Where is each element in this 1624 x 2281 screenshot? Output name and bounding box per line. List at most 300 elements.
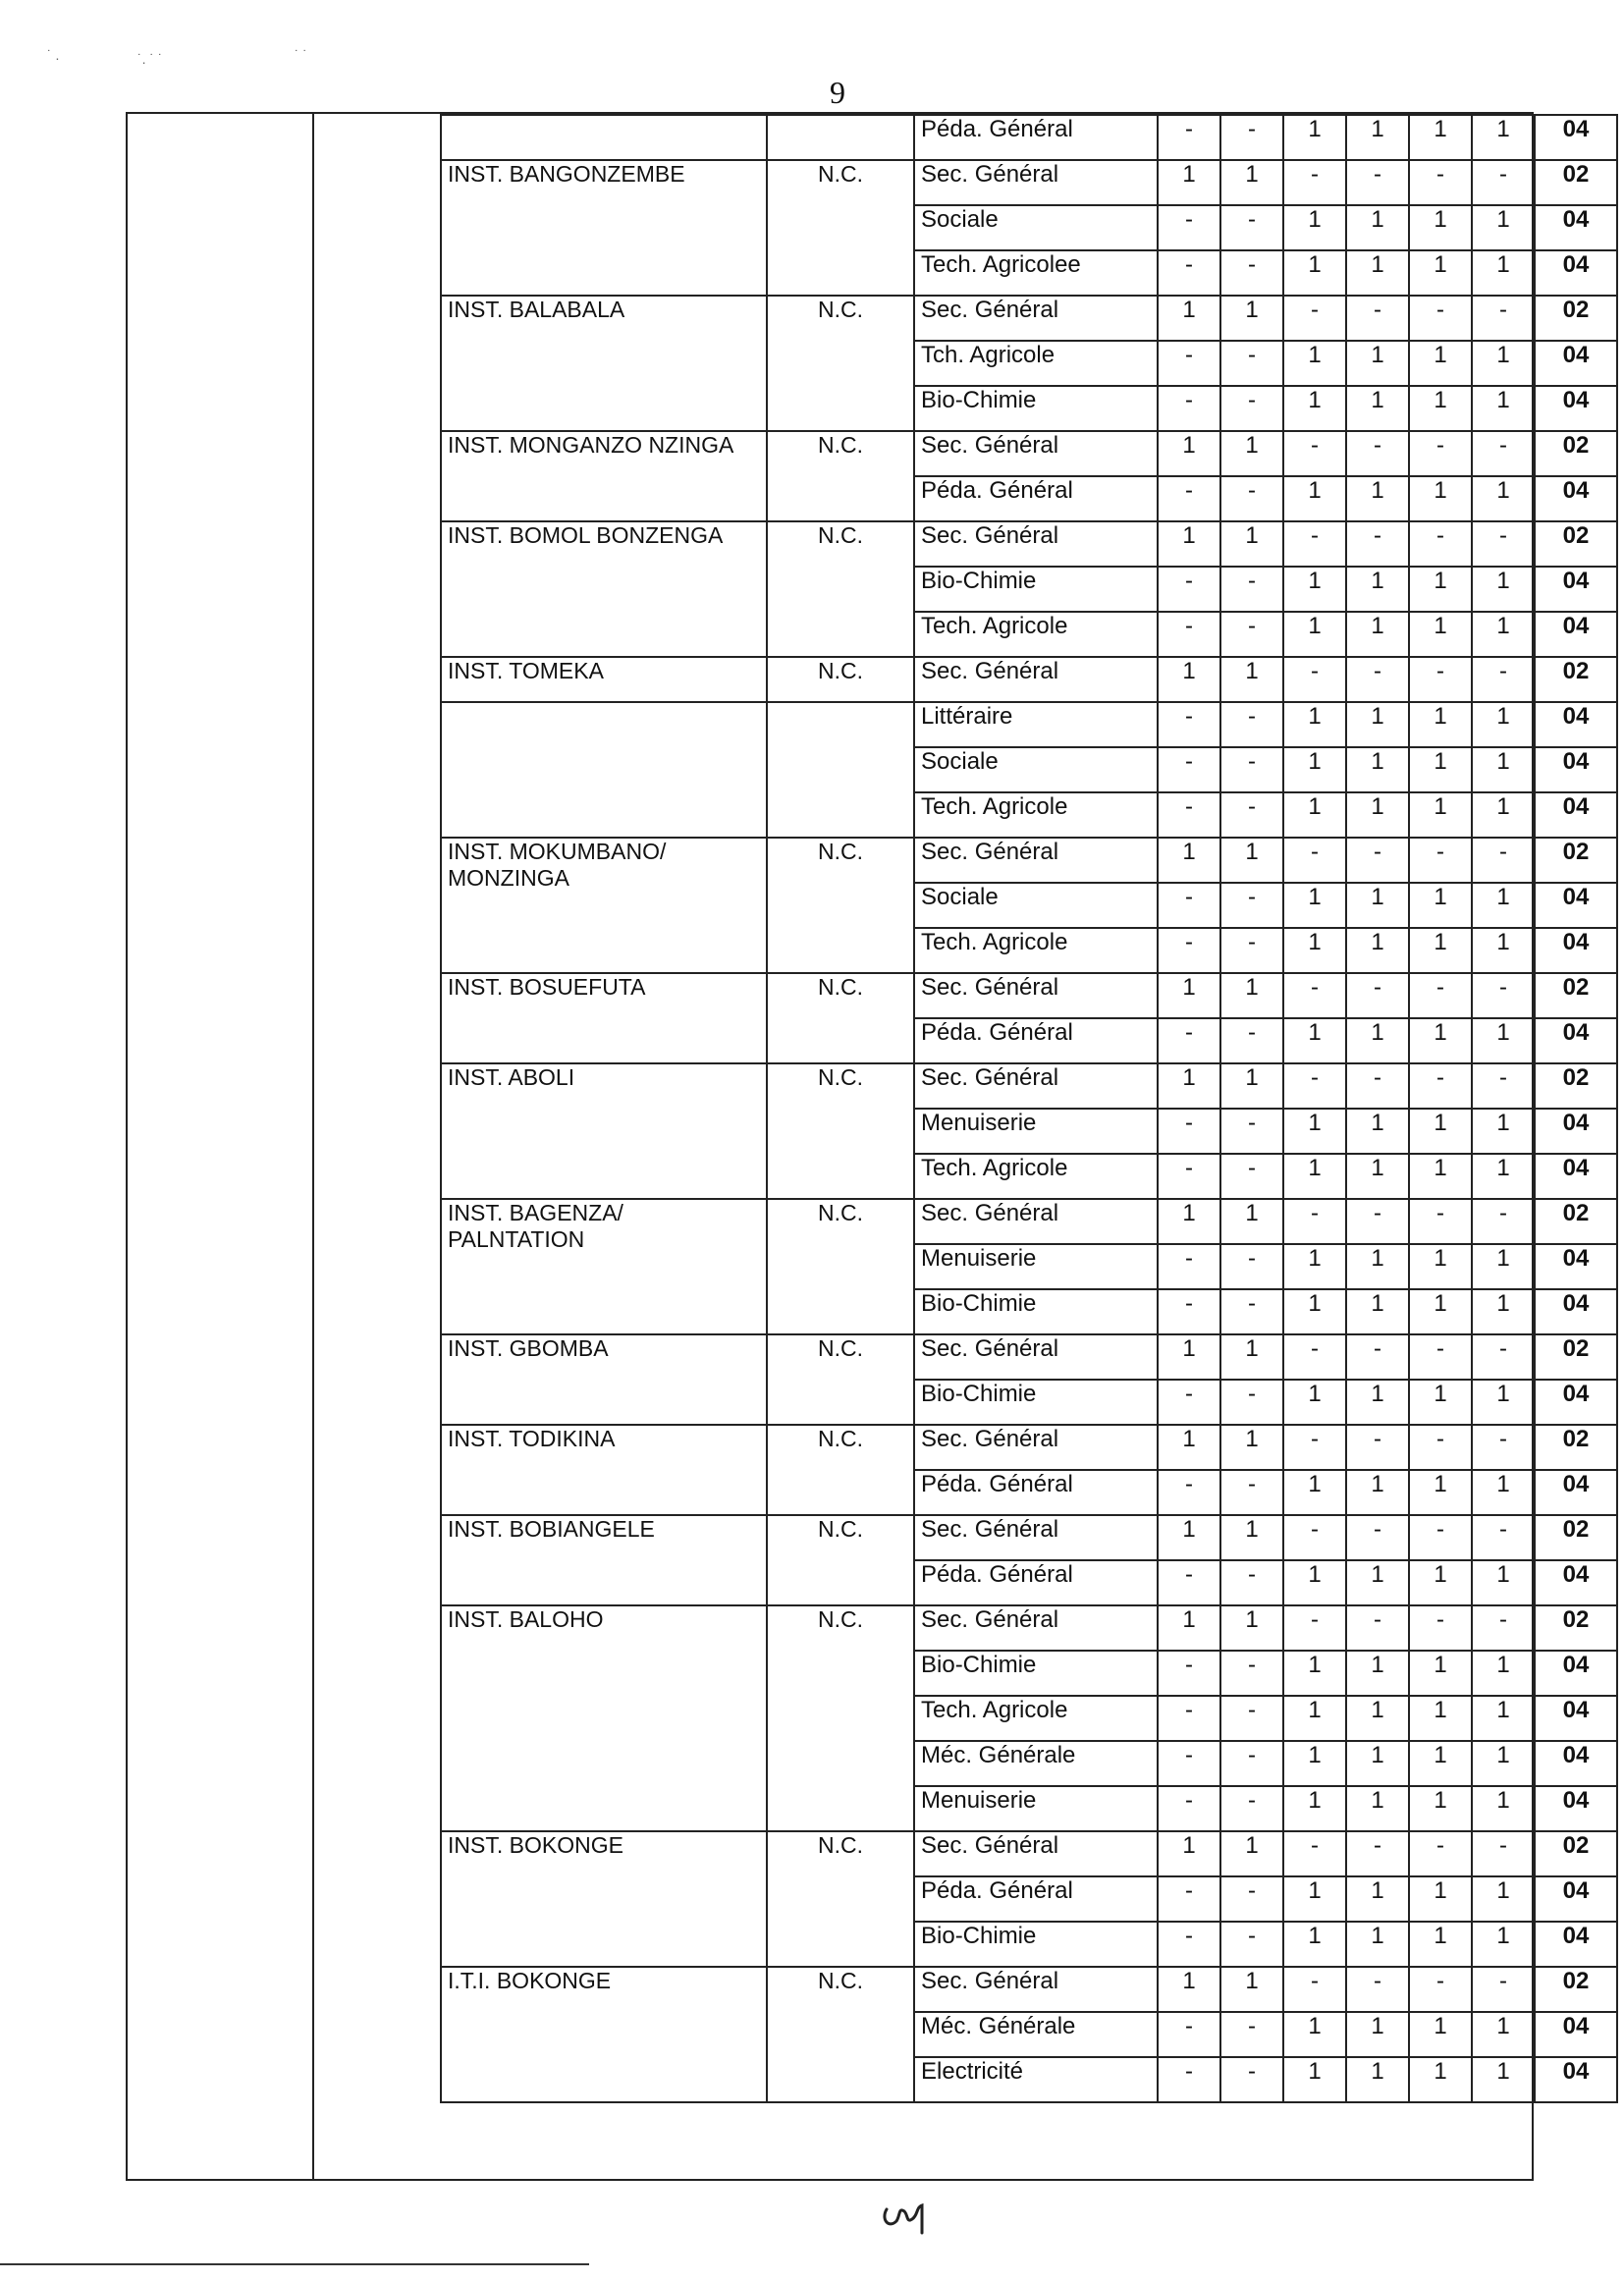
table-row xyxy=(441,838,1617,883)
total-cell: 04 xyxy=(1535,1154,1617,1199)
institution-name: INST. MOKUMBANO/ MONZINGA xyxy=(441,838,767,973)
class-count-cell: - xyxy=(1220,1289,1283,1334)
institution-name: INST. BAGENZA/ PALNTATION xyxy=(441,1199,767,1334)
class-count-cell: 1 xyxy=(1472,1470,1535,1515)
class-count-cell: - xyxy=(1346,1425,1409,1470)
class-count-cell: 1 xyxy=(1472,1244,1535,1289)
scan-speck: ˙ ˙ xyxy=(295,47,308,63)
specialty-cell: Tech. Agricole xyxy=(914,792,1158,838)
institution-status: N.C. xyxy=(767,296,914,431)
total-cell: 04 xyxy=(1535,747,1617,792)
class-count-cell: - xyxy=(1220,1696,1283,1741)
class-count-cell: - xyxy=(1283,521,1346,567)
class-count-cell: - xyxy=(1220,1380,1283,1425)
table-row xyxy=(441,1063,1617,1109)
class-count-cell: - xyxy=(1220,1018,1283,1063)
specialty-cell: Tech. Agricole xyxy=(914,1154,1158,1199)
class-count-cell: - xyxy=(1472,296,1535,341)
total-cell: 04 xyxy=(1535,250,1617,296)
class-count-cell: - xyxy=(1220,2012,1283,2057)
class-count-cell: 1 xyxy=(1220,521,1283,567)
institution-status: N.C. xyxy=(767,431,914,521)
institution-name: INST. BALABALA xyxy=(441,296,767,431)
institution-status: N.C. xyxy=(767,1605,914,1831)
specialty-cell: Sec. Général xyxy=(914,1967,1158,2012)
class-count-cell: - xyxy=(1472,1425,1535,1470)
class-count-cell: 1 xyxy=(1409,2012,1472,2057)
institution-name: INST. TOMEKA xyxy=(441,657,767,702)
table-row xyxy=(441,115,1617,160)
class-count-cell: 1 xyxy=(1472,115,1535,160)
class-count-cell: - xyxy=(1158,1380,1220,1425)
total-cell: 04 xyxy=(1535,1109,1617,1154)
class-count-cell: 1 xyxy=(1158,973,1220,1018)
class-count-cell: - xyxy=(1220,1154,1283,1199)
class-count-cell: - xyxy=(1409,657,1472,702)
table-row xyxy=(441,973,1617,1018)
specialty-cell: Sociale xyxy=(914,883,1158,928)
class-count-cell: 1 xyxy=(1472,1696,1535,1741)
specialty-cell: Sec. Général xyxy=(914,1425,1158,1470)
class-count-cell: 1 xyxy=(1158,1199,1220,1244)
institution-name: INST. BOMOL BONZENGA xyxy=(441,521,767,657)
class-count-cell: 1 xyxy=(1220,1605,1283,1651)
institution-status: N.C. xyxy=(767,1425,914,1515)
class-count-cell: - xyxy=(1346,657,1409,702)
class-count-cell: 1 xyxy=(1409,702,1472,747)
class-count-cell: 1 xyxy=(1220,296,1283,341)
class-count-cell: - xyxy=(1283,1425,1346,1470)
specialty-cell: Sec. Général xyxy=(914,657,1158,702)
class-count-cell: 1 xyxy=(1220,973,1283,1018)
class-count-cell: 1 xyxy=(1472,250,1535,296)
class-count-cell: 1 xyxy=(1409,1876,1472,1922)
class-count-cell: - xyxy=(1283,1515,1346,1560)
class-count-cell: - xyxy=(1220,386,1283,431)
class-count-cell: 1 xyxy=(1220,1831,1283,1876)
class-count-cell: - xyxy=(1220,1109,1283,1154)
class-count-cell: 1 xyxy=(1346,612,1409,657)
class-count-cell: 1 xyxy=(1409,1922,1472,1967)
specialty-cell: Bio-Chimie xyxy=(914,1380,1158,1425)
table-row xyxy=(441,1334,1617,1380)
institution-status: N.C. xyxy=(767,1515,914,1605)
class-count-cell: - xyxy=(1158,250,1220,296)
class-count-cell: - xyxy=(1220,883,1283,928)
class-count-cell: 1 xyxy=(1409,567,1472,612)
class-count-cell: - xyxy=(1220,747,1283,792)
class-count-cell: - xyxy=(1283,1199,1346,1244)
class-count-cell: 1 xyxy=(1346,928,1409,973)
class-count-cell: 1 xyxy=(1472,476,1535,521)
class-count-cell: - xyxy=(1409,160,1472,205)
class-count-cell: 1 xyxy=(1472,1018,1535,1063)
class-count-cell: 1 xyxy=(1409,341,1472,386)
class-count-cell: 1 xyxy=(1346,1470,1409,1515)
class-count-cell: - xyxy=(1346,431,1409,476)
class-count-cell: - xyxy=(1158,612,1220,657)
class-count-cell: 1 xyxy=(1409,883,1472,928)
class-count-cell: - xyxy=(1346,296,1409,341)
specialty-cell: Sec. Général xyxy=(914,1605,1158,1651)
class-count-cell: 1 xyxy=(1409,1560,1472,1605)
table-row xyxy=(441,1605,1617,1651)
specialty-cell: Menuiserie xyxy=(914,1786,1158,1831)
class-count-cell: 1 xyxy=(1158,1967,1220,2012)
specialty-cell: Bio-Chimie xyxy=(914,567,1158,612)
class-count-cell: 1 xyxy=(1283,1651,1346,1696)
class-count-cell: - xyxy=(1283,1605,1346,1651)
class-count-cell: - xyxy=(1472,657,1535,702)
specialty-cell: Electricité xyxy=(914,2057,1158,2102)
class-count-cell: 1 xyxy=(1472,1289,1535,1334)
class-count-cell: 1 xyxy=(1409,1470,1472,1515)
specialty-cell: Sec. Général xyxy=(914,431,1158,476)
total-cell: 04 xyxy=(1535,567,1617,612)
class-count-cell: 1 xyxy=(1158,431,1220,476)
total-cell: 04 xyxy=(1535,2057,1617,2102)
class-count-cell: - xyxy=(1220,1470,1283,1515)
class-count-cell: 1 xyxy=(1220,1425,1283,1470)
table-row xyxy=(441,1199,1617,1244)
class-count-cell: - xyxy=(1346,1334,1409,1380)
institution-name: INST. GBOMBA xyxy=(441,1334,767,1425)
class-count-cell: 1 xyxy=(1409,1380,1472,1425)
specialty-cell: Sec. Général xyxy=(914,1063,1158,1109)
class-count-cell: 1 xyxy=(1409,1741,1472,1786)
class-count-cell: 1 xyxy=(1220,1515,1283,1560)
class-count-cell: - xyxy=(1409,1425,1472,1470)
class-count-cell: 1 xyxy=(1472,1380,1535,1425)
institution-status: N.C. xyxy=(767,1967,914,2102)
specialty-cell: Péda. Général xyxy=(914,1876,1158,1922)
class-count-cell: - xyxy=(1158,386,1220,431)
class-count-cell: 1 xyxy=(1283,1380,1346,1425)
class-count-cell: 1 xyxy=(1283,702,1346,747)
class-count-cell: - xyxy=(1409,1199,1472,1244)
institution-name: INST. BALOHO xyxy=(441,1605,767,1831)
institution-status: N.C. xyxy=(767,1199,914,1334)
class-count-cell: - xyxy=(1472,1831,1535,1876)
total-cell: 04 xyxy=(1535,1018,1617,1063)
class-count-cell: 1 xyxy=(1472,1560,1535,1605)
class-count-cell: - xyxy=(1409,973,1472,1018)
specialty-cell: Littéraire xyxy=(914,702,1158,747)
class-count-cell: 1 xyxy=(1409,792,1472,838)
specialty-cell: Sec. Général xyxy=(914,838,1158,883)
class-count-cell: - xyxy=(1220,115,1283,160)
class-count-cell: 1 xyxy=(1472,386,1535,431)
class-count-cell: - xyxy=(1220,205,1283,250)
class-count-cell: 1 xyxy=(1283,792,1346,838)
class-count-cell: - xyxy=(1220,792,1283,838)
total-cell: 04 xyxy=(1535,883,1617,928)
class-count-cell: 1 xyxy=(1283,2057,1346,2102)
table-row xyxy=(441,1515,1617,1560)
specialty-cell: Péda. Général xyxy=(914,1018,1158,1063)
class-count-cell: - xyxy=(1220,612,1283,657)
class-count-cell: - xyxy=(1346,1515,1409,1560)
class-count-cell: 1 xyxy=(1346,115,1409,160)
class-count-cell: 1 xyxy=(1409,1154,1472,1199)
class-count-cell: - xyxy=(1472,1199,1535,1244)
class-count-cell: - xyxy=(1158,476,1220,521)
scan-speck: ˙. ˙ ˙ xyxy=(137,51,163,67)
class-count-cell: 1 xyxy=(1346,1651,1409,1696)
class-count-cell: 1 xyxy=(1472,612,1535,657)
total-cell: 04 xyxy=(1535,1651,1617,1696)
institution-name: INST. BANGONZEMBE xyxy=(441,160,767,296)
class-count-cell: 1 xyxy=(1346,2057,1409,2102)
total-cell: 04 xyxy=(1535,1289,1617,1334)
institution-name: INST. BOSUEFUTA xyxy=(441,973,767,1063)
total-cell: 04 xyxy=(1535,1741,1617,1786)
class-count-cell: - xyxy=(1346,838,1409,883)
class-count-cell: - xyxy=(1472,973,1535,1018)
class-count-cell: - xyxy=(1220,476,1283,521)
class-count-cell: - xyxy=(1472,1515,1535,1560)
specialty-cell: Sec. Général xyxy=(914,160,1158,205)
class-count-cell: 1 xyxy=(1283,1786,1346,1831)
total-cell: 04 xyxy=(1535,1876,1617,1922)
total-cell: 04 xyxy=(1535,1560,1617,1605)
class-count-cell: 1 xyxy=(1158,1425,1220,1470)
class-count-cell: - xyxy=(1472,160,1535,205)
total-cell: 04 xyxy=(1535,792,1617,838)
total-cell: 02 xyxy=(1535,838,1617,883)
class-count-cell: - xyxy=(1158,883,1220,928)
specialty-cell: Méc. Générale xyxy=(914,1741,1158,1786)
class-count-cell: 1 xyxy=(1283,250,1346,296)
class-count-cell: - xyxy=(1220,1876,1283,1922)
class-count-cell: 1 xyxy=(1283,386,1346,431)
specialty-cell: Menuiserie xyxy=(914,1109,1158,1154)
class-count-cell: 1 xyxy=(1283,1560,1346,1605)
specialty-cell: Tech. Agricolee xyxy=(914,250,1158,296)
class-count-cell: - xyxy=(1283,973,1346,1018)
class-count-cell: 1 xyxy=(1346,1289,1409,1334)
table-row xyxy=(441,657,1617,702)
class-count-cell: 1 xyxy=(1346,476,1409,521)
class-count-cell: 1 xyxy=(1158,1831,1220,1876)
total-cell: 04 xyxy=(1535,2012,1617,2057)
class-count-cell: - xyxy=(1346,973,1409,1018)
specialty-cell: Menuiserie xyxy=(914,1244,1158,1289)
class-count-cell: - xyxy=(1346,1063,1409,1109)
class-count-cell: 1 xyxy=(1346,567,1409,612)
class-count-cell: 1 xyxy=(1283,1018,1346,1063)
total-cell: 04 xyxy=(1535,928,1617,973)
class-count-cell: 1 xyxy=(1283,1922,1346,1967)
specialty-cell: Péda. Général xyxy=(914,115,1158,160)
class-count-cell: - xyxy=(1283,1334,1346,1380)
class-count-cell: - xyxy=(1158,747,1220,792)
class-count-cell: - xyxy=(1220,1651,1283,1696)
total-cell: 02 xyxy=(1535,1425,1617,1470)
class-count-cell: 1 xyxy=(1220,1334,1283,1380)
class-count-cell: 1 xyxy=(1283,115,1346,160)
class-count-cell: - xyxy=(1472,838,1535,883)
class-count-cell: - xyxy=(1220,1741,1283,1786)
class-count-cell: - xyxy=(1220,1244,1283,1289)
total-cell: 04 xyxy=(1535,115,1617,160)
class-count-cell: 1 xyxy=(1472,928,1535,973)
class-count-cell: 1 xyxy=(1346,883,1409,928)
specialty-cell: Sec. Général xyxy=(914,296,1158,341)
class-count-cell: - xyxy=(1472,1063,1535,1109)
class-count-cell: - xyxy=(1158,792,1220,838)
class-count-cell: - xyxy=(1409,1605,1472,1651)
class-count-cell: 1 xyxy=(1283,341,1346,386)
class-count-cell: - xyxy=(1220,567,1283,612)
specialty-cell: Tech. Agricole xyxy=(914,1696,1158,1741)
table-row xyxy=(441,1967,1617,2012)
class-count-cell: 1 xyxy=(1283,1741,1346,1786)
class-count-cell: - xyxy=(1158,1741,1220,1786)
class-count-cell: 1 xyxy=(1283,476,1346,521)
class-count-cell: - xyxy=(1158,115,1220,160)
class-count-cell: 1 xyxy=(1409,747,1472,792)
class-count-cell: - xyxy=(1283,1063,1346,1109)
total-cell: 04 xyxy=(1535,1922,1617,1967)
class-count-cell: - xyxy=(1158,1470,1220,1515)
institution-status: N.C. xyxy=(767,657,914,702)
class-count-cell: - xyxy=(1409,1334,1472,1380)
table-row xyxy=(441,160,1617,205)
class-count-cell: - xyxy=(1283,1831,1346,1876)
total-cell: 04 xyxy=(1535,386,1617,431)
class-count-cell: 1 xyxy=(1346,1109,1409,1154)
class-count-cell: 1 xyxy=(1346,1696,1409,1741)
institution-name xyxy=(441,702,767,838)
class-count-cell: 1 xyxy=(1472,1109,1535,1154)
class-count-cell: 1 xyxy=(1472,205,1535,250)
class-count-cell: 1 xyxy=(1409,250,1472,296)
specialty-cell: Péda. Général xyxy=(914,1470,1158,1515)
scan-speck: ˙ . xyxy=(47,47,60,63)
class-count-cell: - xyxy=(1409,431,1472,476)
class-count-cell: 1 xyxy=(1158,296,1220,341)
signature-mark xyxy=(879,2190,938,2239)
class-count-cell: - xyxy=(1283,160,1346,205)
class-count-cell: 1 xyxy=(1158,838,1220,883)
class-count-cell: 1 xyxy=(1346,2012,1409,2057)
class-count-cell: 1 xyxy=(1158,1334,1220,1380)
table-row xyxy=(441,1831,1617,1876)
institution-status: N.C. xyxy=(767,838,914,973)
class-count-cell: 1 xyxy=(1409,2057,1472,2102)
class-count-cell: - xyxy=(1283,838,1346,883)
class-count-cell: 1 xyxy=(1409,1289,1472,1334)
specialty-cell: Sec. Général xyxy=(914,1515,1158,1560)
institution-name: INST. MONGANZO NZINGA xyxy=(441,431,767,521)
class-count-cell: - xyxy=(1346,1605,1409,1651)
total-cell: 02 xyxy=(1535,160,1617,205)
specialty-cell: Sec. Général xyxy=(914,1831,1158,1876)
class-count-cell: 1 xyxy=(1409,1786,1472,1831)
class-count-cell: - xyxy=(1158,341,1220,386)
class-count-cell: - xyxy=(1158,702,1220,747)
class-count-cell: - xyxy=(1158,1289,1220,1334)
class-count-cell: - xyxy=(1346,160,1409,205)
page-number: 9 xyxy=(830,75,845,110)
class-count-cell: - xyxy=(1158,1696,1220,1741)
class-count-cell: - xyxy=(1158,1876,1220,1922)
school-table xyxy=(440,114,1618,2103)
class-count-cell: 1 xyxy=(1346,1876,1409,1922)
class-count-cell: 1 xyxy=(1472,1154,1535,1199)
class-count-cell: 1 xyxy=(1346,205,1409,250)
class-count-cell: 1 xyxy=(1346,1018,1409,1063)
class-count-cell: - xyxy=(1409,1831,1472,1876)
specialty-cell: Bio-Chimie xyxy=(914,1289,1158,1334)
class-count-cell: 1 xyxy=(1283,1876,1346,1922)
class-count-cell: 1 xyxy=(1346,747,1409,792)
total-cell: 02 xyxy=(1535,431,1617,476)
class-count-cell: 1 xyxy=(1158,1063,1220,1109)
class-count-cell: - xyxy=(1158,1018,1220,1063)
institution-name: I.T.I. BOKONGE xyxy=(441,1967,767,2102)
table-row xyxy=(441,702,1617,747)
total-cell: 02 xyxy=(1535,1515,1617,1560)
class-count-cell: - xyxy=(1158,1651,1220,1696)
specialty-cell: Péda. Général xyxy=(914,1560,1158,1605)
class-count-cell: 1 xyxy=(1472,747,1535,792)
table-row xyxy=(441,521,1617,567)
class-count-cell: - xyxy=(1472,431,1535,476)
class-count-cell: - xyxy=(1472,1334,1535,1380)
class-count-cell: 1 xyxy=(1472,2012,1535,2057)
class-count-cell: 1 xyxy=(1472,883,1535,928)
total-cell: 04 xyxy=(1535,205,1617,250)
class-count-cell: - xyxy=(1220,250,1283,296)
class-count-cell: - xyxy=(1346,1831,1409,1876)
specialty-cell: Bio-Chimie xyxy=(914,1651,1158,1696)
class-count-cell: 1 xyxy=(1472,1651,1535,1696)
class-count-cell: 1 xyxy=(1220,1063,1283,1109)
total-cell: 02 xyxy=(1535,1063,1617,1109)
class-count-cell: 1 xyxy=(1283,883,1346,928)
institution-name: INST. ABOLI xyxy=(441,1063,767,1199)
class-count-cell: 1 xyxy=(1472,2057,1535,2102)
class-count-cell: 1 xyxy=(1283,1244,1346,1289)
class-count-cell: 1 xyxy=(1283,205,1346,250)
class-count-cell: - xyxy=(1158,1560,1220,1605)
class-count-cell: 1 xyxy=(1346,702,1409,747)
total-cell: 04 xyxy=(1535,476,1617,521)
institution-name xyxy=(441,115,767,160)
class-count-cell: - xyxy=(1220,1560,1283,1605)
specialty-cell: Sec. Général xyxy=(914,1199,1158,1244)
class-count-cell: - xyxy=(1220,2057,1283,2102)
table-row xyxy=(441,296,1617,341)
class-count-cell: 1 xyxy=(1346,1786,1409,1831)
class-count-cell: - xyxy=(1472,1605,1535,1651)
class-count-cell: 1 xyxy=(1346,386,1409,431)
class-count-cell: - xyxy=(1158,928,1220,973)
institution-name: INST. BOBIANGELE xyxy=(441,1515,767,1605)
class-count-cell: 1 xyxy=(1409,386,1472,431)
class-count-cell: 1 xyxy=(1346,250,1409,296)
specialty-cell: Tech. Agricole xyxy=(914,928,1158,973)
total-cell: 02 xyxy=(1535,296,1617,341)
class-count-cell: - xyxy=(1409,1515,1472,1560)
specialty-cell: Méc. Générale xyxy=(914,2012,1158,2057)
class-count-cell: 1 xyxy=(1472,341,1535,386)
class-count-cell: - xyxy=(1346,1199,1409,1244)
class-count-cell: 1 xyxy=(1220,1967,1283,2012)
class-count-cell: - xyxy=(1220,1922,1283,1967)
